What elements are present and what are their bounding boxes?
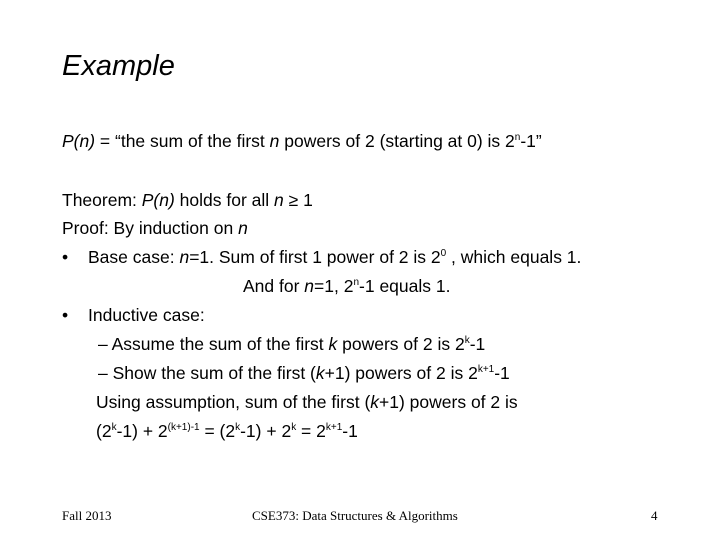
footer-date: Fall 2013 — [62, 508, 112, 523]
base-case-line: Base case: n=1. Sum of first 1 power of 2 is $2^0$ , which equals 1. — [88, 247, 582, 267]
assume-line: – Assume the sum of the first k powers of 2 is 2$^k$-1 — [98, 334, 486, 354]
using-assumption-line: Using assumption, sum of the first (k+1) powers of 2 is — [96, 392, 518, 412]
definition-line: P(n) = “the sum of the first n powers of 2 (starting at 0) is 2$^n$-1” — [62, 131, 542, 151]
equation-line: $(2^k-1) + 2^{(k+1)-1} = (2^k-1) + 2^k = 2^{k+1}-1$ — [96, 421, 358, 441]
theorem-line: Theorem: P(n) holds for all n ≥ 1 — [62, 190, 313, 210]
pn-symbol: P(n) — [62, 131, 96, 151]
proof-line: Proof: By induction on n — [62, 218, 248, 238]
base-bullet: • — [62, 247, 69, 267]
page-number: 4 — [651, 508, 658, 523]
base-case-line2: And for n=1, 2$^n$-1 equals 1. — [243, 276, 451, 296]
inductive-bullet: • — [62, 305, 69, 325]
inductive-case-label: Inductive case: — [88, 305, 205, 325]
slide-title: Example — [62, 50, 175, 82]
footer-course: CSE373: Data Structures & Algorithms — [252, 508, 458, 523]
show-line: – Show the sum of the first (k+1) powers of 2 is $2^{k+1}-1$ — [98, 363, 510, 383]
